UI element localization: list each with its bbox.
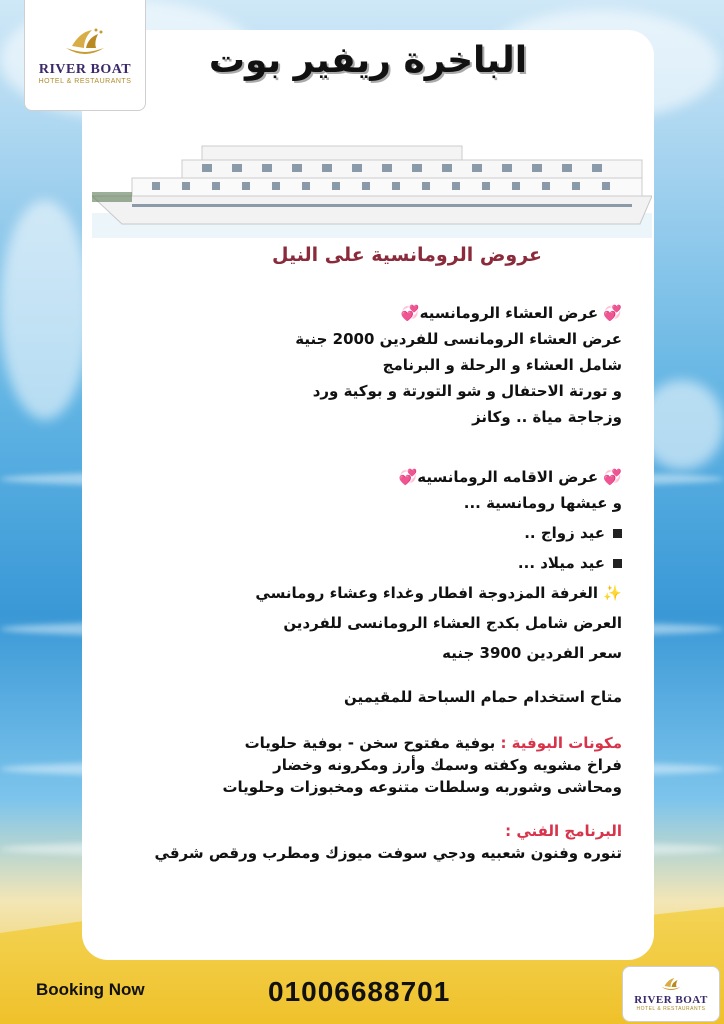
offers-subtitle: عروض الرومانسية على النيل	[271, 244, 542, 266]
sparkles-icon: ✨	[603, 584, 622, 602]
booking-now-label: Booking Now	[36, 980, 145, 999]
buffet-label: مكونات البوفية :	[500, 734, 622, 752]
brand-name: RIVER BOAT	[38, 61, 132, 77]
dinner-offer-line: شامل العشاء و الرحلة و البرنامج	[382, 356, 622, 374]
offer-content	[100, 300, 622, 864]
stay-offer-bullet: عيد ميلاد ...	[100, 550, 622, 576]
brand-tagline: HOTEL & RESTAURANTS	[38, 77, 132, 85]
dinner-offer-line: وزجاجة مياة .. وكانز	[472, 408, 622, 426]
stay-offer-room-line: ✨ الغرفة المزدوجة افطار وغداء وعشاء رومانسي	[255, 584, 622, 602]
cloud-decoration	[0, 200, 90, 420]
brand-name: RIVER BOAT	[634, 994, 708, 1006]
booking-phone-number[interactable]: 01006688701	[268, 976, 451, 1007]
stay-offer-bullet: عيد زواج ..	[100, 520, 622, 546]
dinner-offer-heading: 💞 عرض العشاء الرومانسيه💞	[400, 304, 622, 322]
heart-icon: 💞	[603, 468, 622, 486]
pool-line: متاح استخدام حمام السباحة للمقيمين	[344, 688, 622, 706]
buffet-line-1: مكونات البوفية : بوفية مفتوح سخن - بوفية حلويات	[244, 734, 622, 752]
brand-tagline: HOTEL & RESTAURANTS	[636, 1006, 706, 1012]
buffet-line-2: فراخ مشويه وكفته وسمك وأرز ومكرونه وخضار	[273, 756, 622, 774]
stay-offer-price-line: سعر الفردين 3900 جنيه	[442, 644, 622, 662]
stay-offer-heading: 💞 عرض الاقامه الرومانسيه💞	[398, 468, 622, 486]
stay-offer-includes-line: العرض شامل بكدج العشاء الرومانسى للفردين	[283, 614, 622, 632]
program-label: البرنامج الفني :	[505, 822, 622, 840]
cruise-ship-image	[92, 118, 652, 238]
brand-logo-bottom	[622, 966, 720, 1022]
square-bullet-icon	[613, 529, 622, 538]
dinner-offer-line: و تورتة الاحتفال و شو التورتة و بوكية ورد	[312, 382, 622, 400]
heart-icon: 💞	[603, 304, 622, 322]
buffet-line-3: ومحاشى وشوربه وسلطات متنوعه ومخبوزات وحلويات	[222, 778, 622, 796]
dinner-offer-line: عرض العشاء الرومانسى للفردين 2000 جنية	[295, 330, 622, 348]
boat-logo-icon	[658, 976, 684, 994]
stay-offer-intro: و عيشها رومانسية ...	[463, 494, 622, 512]
square-bullet-icon	[613, 559, 622, 568]
page-title: الباخرة ريفير بوت	[208, 40, 528, 81]
program-line: تنوره وفنون شعبيه ودجي سوفت ميوزك ومطرب ورقص شرقي	[154, 844, 622, 862]
heart-icon: 💞	[398, 468, 418, 486]
heart-icon: 💞	[400, 304, 420, 322]
